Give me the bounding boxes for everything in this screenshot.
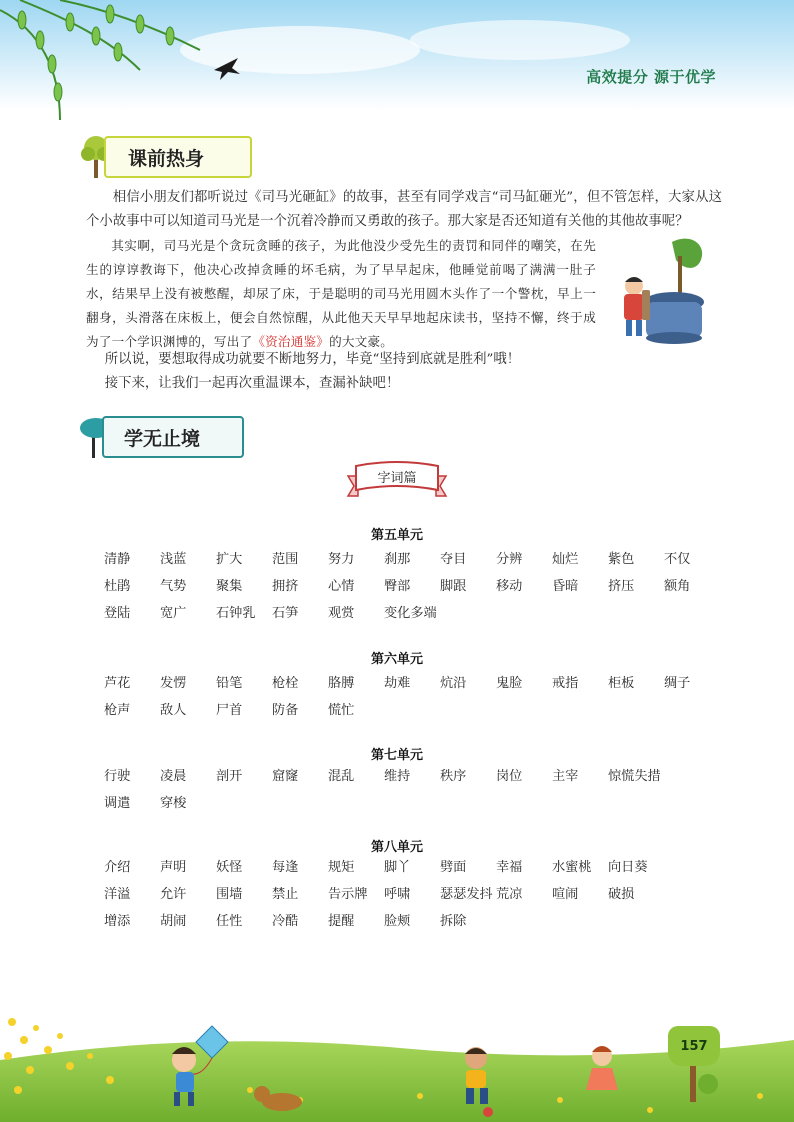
vocab-word: 变化多端	[384, 606, 437, 621]
vocab-word: 规矩	[328, 860, 355, 875]
vocab-word: 慌忙	[328, 703, 355, 718]
vocab-word: 脚丫	[384, 860, 411, 875]
vocab-word: 石钟乳	[216, 606, 256, 621]
word-row	[104, 668, 724, 695]
word-row	[104, 906, 724, 933]
section-title-label: 课前热身	[104, 136, 252, 178]
vocab-word: 脚跟	[440, 579, 467, 594]
vocab-word: 洋溢	[104, 887, 131, 902]
word-row	[104, 695, 724, 722]
unit-title: 第六单元	[370, 652, 423, 667]
vocab-word: 增添	[104, 914, 131, 929]
word-row	[104, 852, 724, 879]
vocab-word: 劈面	[440, 860, 467, 875]
vocab-word: 气势	[160, 579, 187, 594]
conclusion-paragraph: 所以说，要想取得成功就要不断地努力，毕竟“坚持到底就是胜利”哦！	[104, 352, 521, 367]
unit-title: 第五单元	[370, 528, 423, 543]
vocab-word: 允许	[160, 887, 187, 902]
vocab-word: 紫色	[608, 552, 635, 567]
vocab-word: 臀部	[384, 579, 411, 594]
vocab-word: 枪栓	[272, 676, 299, 691]
transition-paragraph: 接下来，让我们一起再次重温课本，查漏补缺吧！	[104, 376, 400, 391]
vocab-word: 防备	[272, 703, 299, 718]
vocab-word: 混乱	[328, 769, 355, 784]
word-row	[104, 544, 724, 571]
vocab-word: 鬼脸	[496, 676, 523, 691]
sima-guang-illustration	[612, 232, 712, 344]
vocab-word: 提醒	[328, 914, 355, 929]
vocab-word: 石笋	[272, 606, 299, 621]
vocab-word: 发愣	[160, 676, 187, 691]
vocab-word: 荒凉	[496, 887, 523, 902]
unit-5-words	[104, 544, 724, 625]
vocab-word: 铅笔	[216, 676, 243, 691]
story-text: 其实啊，司马光是个贪玩贪睡的孩子，为此他没少受先生的责罚和同伴的嘲笑，在先生的谆谆教诲下，他决心改掉贪睡的坏毛病，为了早早起床，他睡觉前喝了满满一肚子水，结果早上没有被憋醒，却尿了床，于是聪明的司马光用圆木头作了一个警枕，早上一翻身，头滑落在床板上，便会自然惊醒，从此他天天早早地起床读书，坚持不懈，终于成为了一个学识渊博的，写出了	[86, 238, 596, 349]
vocab-word: 任性	[216, 914, 243, 929]
vocab-word: 维持	[384, 769, 411, 784]
vocab-word: 昏暗	[552, 579, 579, 594]
vocab-word: 破损	[608, 887, 635, 902]
vocab-word: 岗位	[496, 769, 523, 784]
vocab-word: 凌晨	[160, 769, 187, 784]
unit-title: 第八单元	[370, 840, 423, 855]
vocab-word: 宽广	[160, 606, 187, 621]
vocab-word: 聚集	[216, 579, 243, 594]
banner-label: 字词篇	[377, 471, 417, 486]
vocab-word: 杜鹃	[104, 579, 131, 594]
vocab-word: 向日葵	[608, 860, 648, 875]
vocab-word: 不仅	[664, 552, 691, 567]
vocab-word: 主宰	[552, 769, 579, 784]
word-row	[104, 571, 724, 598]
section-title-warmup	[78, 134, 252, 180]
vocab-word: 窟窿	[272, 769, 299, 784]
vocab-word: 观赏	[328, 606, 355, 621]
word-row	[104, 598, 724, 625]
vocab-word: 灿烂	[552, 552, 579, 567]
intro-paragraph: 相信小朋友们都听说过《司马光砸缸》的故事，甚至有同学戏言“司马缸砸光”，但不管怎样，大家从这个小故事中可以知道司马光是一个沉着冷静而又勇敢的孩子。那大家是否还知道有关他的其他故事呢？	[86, 190, 722, 229]
vocab-word: 介绍	[104, 860, 131, 875]
page-number: 157	[668, 1026, 720, 1066]
word-row	[104, 761, 724, 788]
book-title-highlight: 《资治通鉴》	[252, 334, 330, 349]
vocab-word: 告示牌	[328, 887, 368, 902]
vocab-word: 移动	[496, 579, 523, 594]
vocab-word: 范围	[272, 552, 299, 567]
vocab-word: 敌人	[160, 703, 187, 718]
unit-8-words	[104, 852, 724, 933]
vocab-word: 行驶	[104, 769, 131, 784]
vocab-word: 劫难	[384, 676, 411, 691]
vocab-word: 瑟瑟发抖	[440, 887, 493, 902]
vocab-word: 胡闹	[160, 914, 187, 929]
vocab-word: 努力	[328, 552, 355, 567]
vocab-word: 额角	[664, 579, 691, 594]
vocab-word: 禁止	[272, 887, 299, 902]
vocab-word: 绸子	[664, 676, 691, 691]
vocab-word: 登陆	[104, 606, 131, 621]
vocab-word: 冷酷	[272, 914, 299, 929]
vocab-word: 水蜜桃	[552, 860, 592, 875]
vocab-word: 脸颊	[384, 914, 411, 929]
vocab-word: 挤压	[608, 579, 635, 594]
vocab-word: 妖怪	[216, 860, 243, 875]
vocab-word: 戒指	[552, 676, 579, 691]
vocab-word: 夺目	[440, 552, 467, 567]
story-text-end: 的大文豪。	[329, 334, 394, 349]
vocab-word: 惊慌失措	[608, 769, 661, 784]
header-slogan: 高效提分 源于优学	[586, 68, 716, 86]
vocab-word: 呼啸	[384, 887, 411, 902]
vocab-word: 调遣	[104, 796, 131, 811]
vocab-word: 尸首	[216, 703, 243, 718]
unit-6-words	[104, 668, 724, 722]
unit-title: 第七单元	[370, 748, 423, 763]
vocab-word: 清静	[104, 552, 131, 567]
vocab-word: 柜板	[608, 676, 635, 691]
vocab-word: 炕沿	[440, 676, 467, 691]
vocab-word: 枪声	[104, 703, 131, 718]
vocab-word: 围墙	[216, 887, 243, 902]
vocab-word: 幸福	[496, 860, 523, 875]
vocab-word: 秩序	[440, 769, 467, 784]
vocab-word: 每逢	[272, 860, 299, 875]
story-paragraph	[86, 234, 596, 354]
vocab-word: 心情	[328, 579, 355, 594]
vocab-word: 拥挤	[272, 579, 299, 594]
vocab-word: 刹那	[384, 552, 411, 567]
word-row	[104, 879, 724, 906]
vocab-word: 拆除	[440, 914, 467, 929]
vocab-word: 浅蓝	[160, 552, 187, 567]
vocab-word: 分辨	[496, 552, 523, 567]
vocab-word: 胳膊	[328, 676, 355, 691]
unit-7-words	[104, 761, 724, 815]
vocab-word: 喧闹	[552, 887, 579, 902]
word-row	[104, 788, 724, 815]
section-title-learning	[84, 414, 244, 460]
vocab-word: 扩大	[216, 552, 243, 567]
vocab-word: 剖开	[216, 769, 243, 784]
vocab-word: 芦花	[104, 676, 131, 691]
section-title-label: 学无止境	[102, 416, 244, 458]
vocab-word: 穿梭	[160, 796, 187, 811]
vocab-word: 声明	[160, 860, 187, 875]
